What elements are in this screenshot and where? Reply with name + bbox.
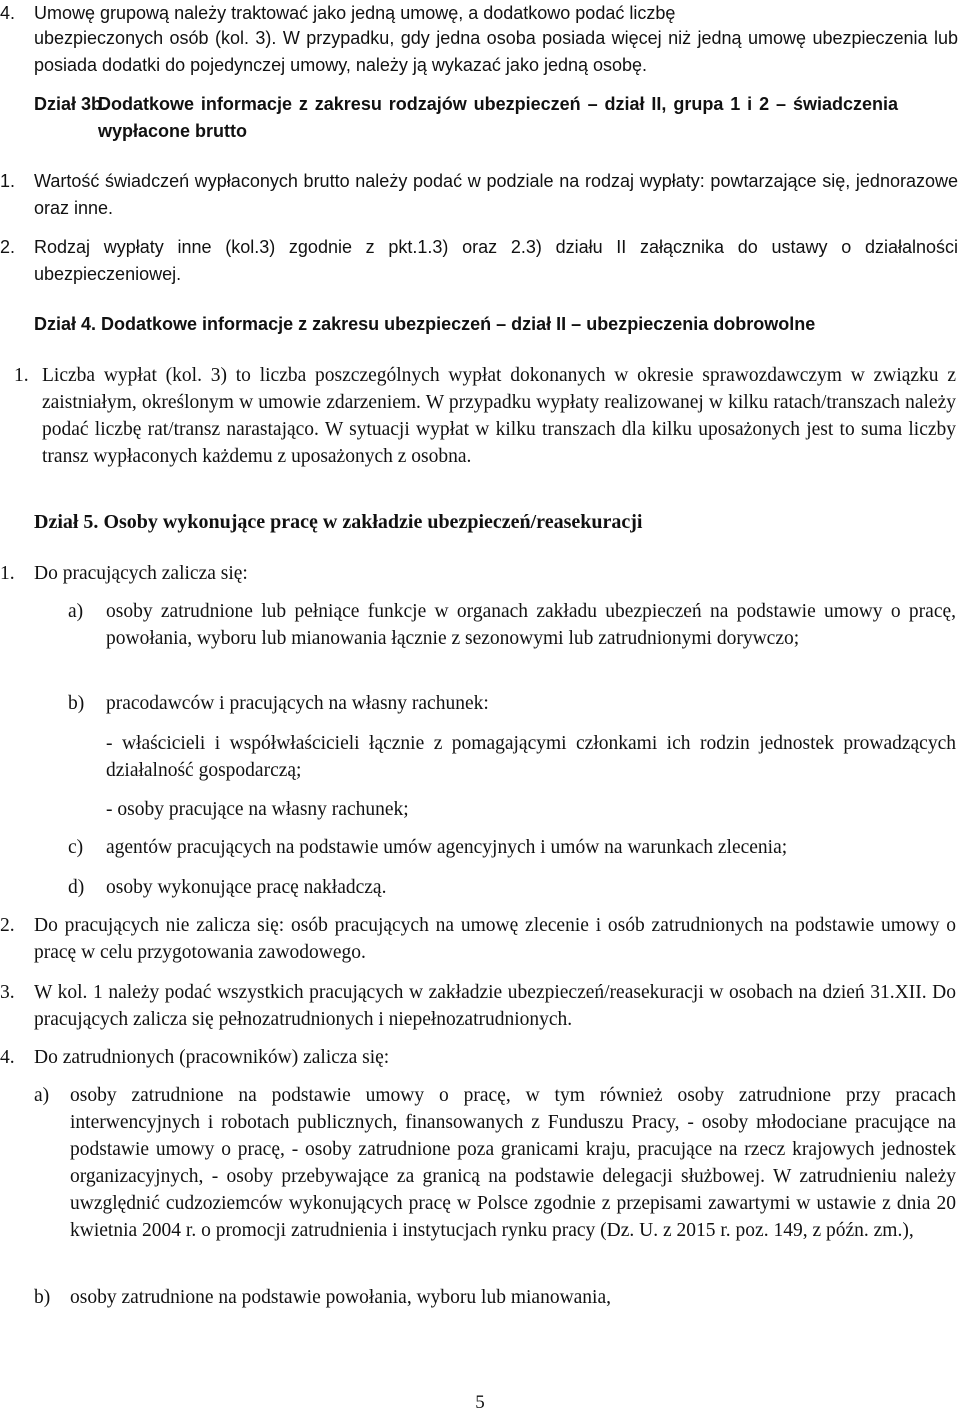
item-letter: c) (68, 837, 84, 858)
paragraph: W kol. 1 należy podać wszystkich pracujących w zakładzie ubezpieczeń/reasekuracji w osobach na dzień 31.XII. Do pracujących zalicza się pełnozatrudnionych i niepełnozatrudnionych. (34, 982, 956, 1030)
paragraph: osoby zatrudnione na podstawie umowy o pracę, w tym również osoby zatrudnione przy pracach interwencyjnych i robotach publicznych, finansowanych z Funduszu Pracy, - osoby młodociane pracujące na podstawie umowy o pracę, - osoby zatrudnione poza granicami kraju, pracujące na rzecz krajowych jednostek organizacyjnych, - osoby przebywające za granicą na podstawie delegacji służbowej. W zatrudnieniu należy uwzględnić cudzoziemców wykonujących pracę w Polsce zgodnie z przepisami zawartymi w ustawie z dnia 20 kwietnia 2004 r. o promocji zatrudnienia i instytucjach rynku pracy (Dz. U. z 2015 r. poz. 149, z późn. zm.), (70, 1085, 956, 1241)
paragraph: ubezpieczonych osób (kol. 3). W przypadku, gdy jedna osoba posiada więcej niż jedną umowę ubezpieczenia lub posiada dodatki do pojedynczej umowy, należy ją wykazać jako jedną osobę. (34, 28, 958, 75)
paragraph: osoby zatrudnione lub pełniące funkcje w organach zakładu ubezpieczeń na podstawie umowy o pracę, powołania, wyboru lub mianowania łącznie z sezonowymi lub zatrudnionymi dorywczo; (106, 601, 956, 649)
paragraph-line: Umowę grupową należy traktować jako jedną umowę, a dodatkowo podać liczbę (34, 3, 676, 23)
section-heading-4: Dział 4. Dodatkowe informacje z zakresu ubezpieczeń – dział II – ubezpieczenia dobrowolne (34, 314, 816, 334)
paragraph: Do zatrudnionych (pracowników) zalicza się: (34, 1047, 390, 1068)
paragraph: Wartość świadczeń wypłaconych brutto należy podać w podziale na rodzaj wypłaty: powtarzające się, jednorazowe oraz inne. (34, 171, 958, 218)
paragraph: osoby zatrudnione na podstawie powołania, wyboru lub mianowania, (70, 1287, 612, 1308)
section-heading-5: Dział 5. Osoby wykonujące pracę w zakładzie ubezpieczeń/reasekuracji (34, 511, 643, 533)
paragraph: osoby wykonujące pracę nakładczą. (106, 877, 387, 898)
section-title-3b: Dodatkowe informacje z zakresu rodzajów ubezpieczeń – dział II, grupa 1 i 2 – świadczenia wypłacone brutto (98, 94, 898, 141)
item-letter: b) (34, 1287, 51, 1308)
item-number: 1. (0, 563, 15, 584)
item-letter: a) (68, 601, 84, 622)
paragraph: Do pracujących nie zalicza się: osób pracujących na umowę zlecenie i osób zatrudnionych na podstawie umowy o pracę w celu przygotowania zawodowego. (34, 915, 956, 963)
dash-item: - osoby pracujące na własny rachunek; (106, 799, 409, 820)
paragraph: Do pracujących zalicza się: (34, 563, 248, 584)
item-letter: b) (68, 693, 85, 714)
item-letter: a) (34, 1085, 50, 1106)
paragraph: agentów pracujących na podstawie umów agencyjnych i umów na warunkach zlecenia; (106, 837, 788, 858)
item-number: 4. (0, 3, 16, 23)
item-number: 1. (14, 365, 29, 386)
paragraph: Rodzaj wypłaty inne (kol.3) zgodnie z pkt.1.3) oraz 2.3) działu II załącznika do ustawy o działalności ubezpieczeniowej. (34, 237, 958, 284)
item-number: 2. (0, 237, 16, 257)
item-letter: d) (68, 877, 85, 898)
paragraph: pracodawców i pracujących na własny rachunek: (106, 693, 489, 714)
item-number: 1. (0, 171, 16, 191)
item-number: 4. (0, 1047, 15, 1068)
dash-item: - właścicieli i współwłaścicieli łącznie z pomagającymi członkami ich rodzin jednostek prowadzących działalność gospodarczą; (106, 733, 956, 781)
paragraph: Liczba wypłat (kol. 3) to liczba poszczególnych wypłat dokonanych w okresie sprawozdawczym w związku z zaistniałym, określonym w umowie zdarzeniem. W przypadku wypłaty realizowanej w kilku ratach/transzach należy podać liczbę rat/transz narastająco. W sytuacji wypłat w kilku transzach dla kilku uposażonych jest to suma liczby transz wypłaconych każdemu z uposażonych z osobna. (42, 365, 956, 467)
section-heading-3b: Dział 3b. (34, 94, 108, 114)
item-number: 3. (0, 982, 15, 1003)
item-number: 2. (0, 915, 15, 936)
page-number: 5 (475, 1392, 485, 1413)
